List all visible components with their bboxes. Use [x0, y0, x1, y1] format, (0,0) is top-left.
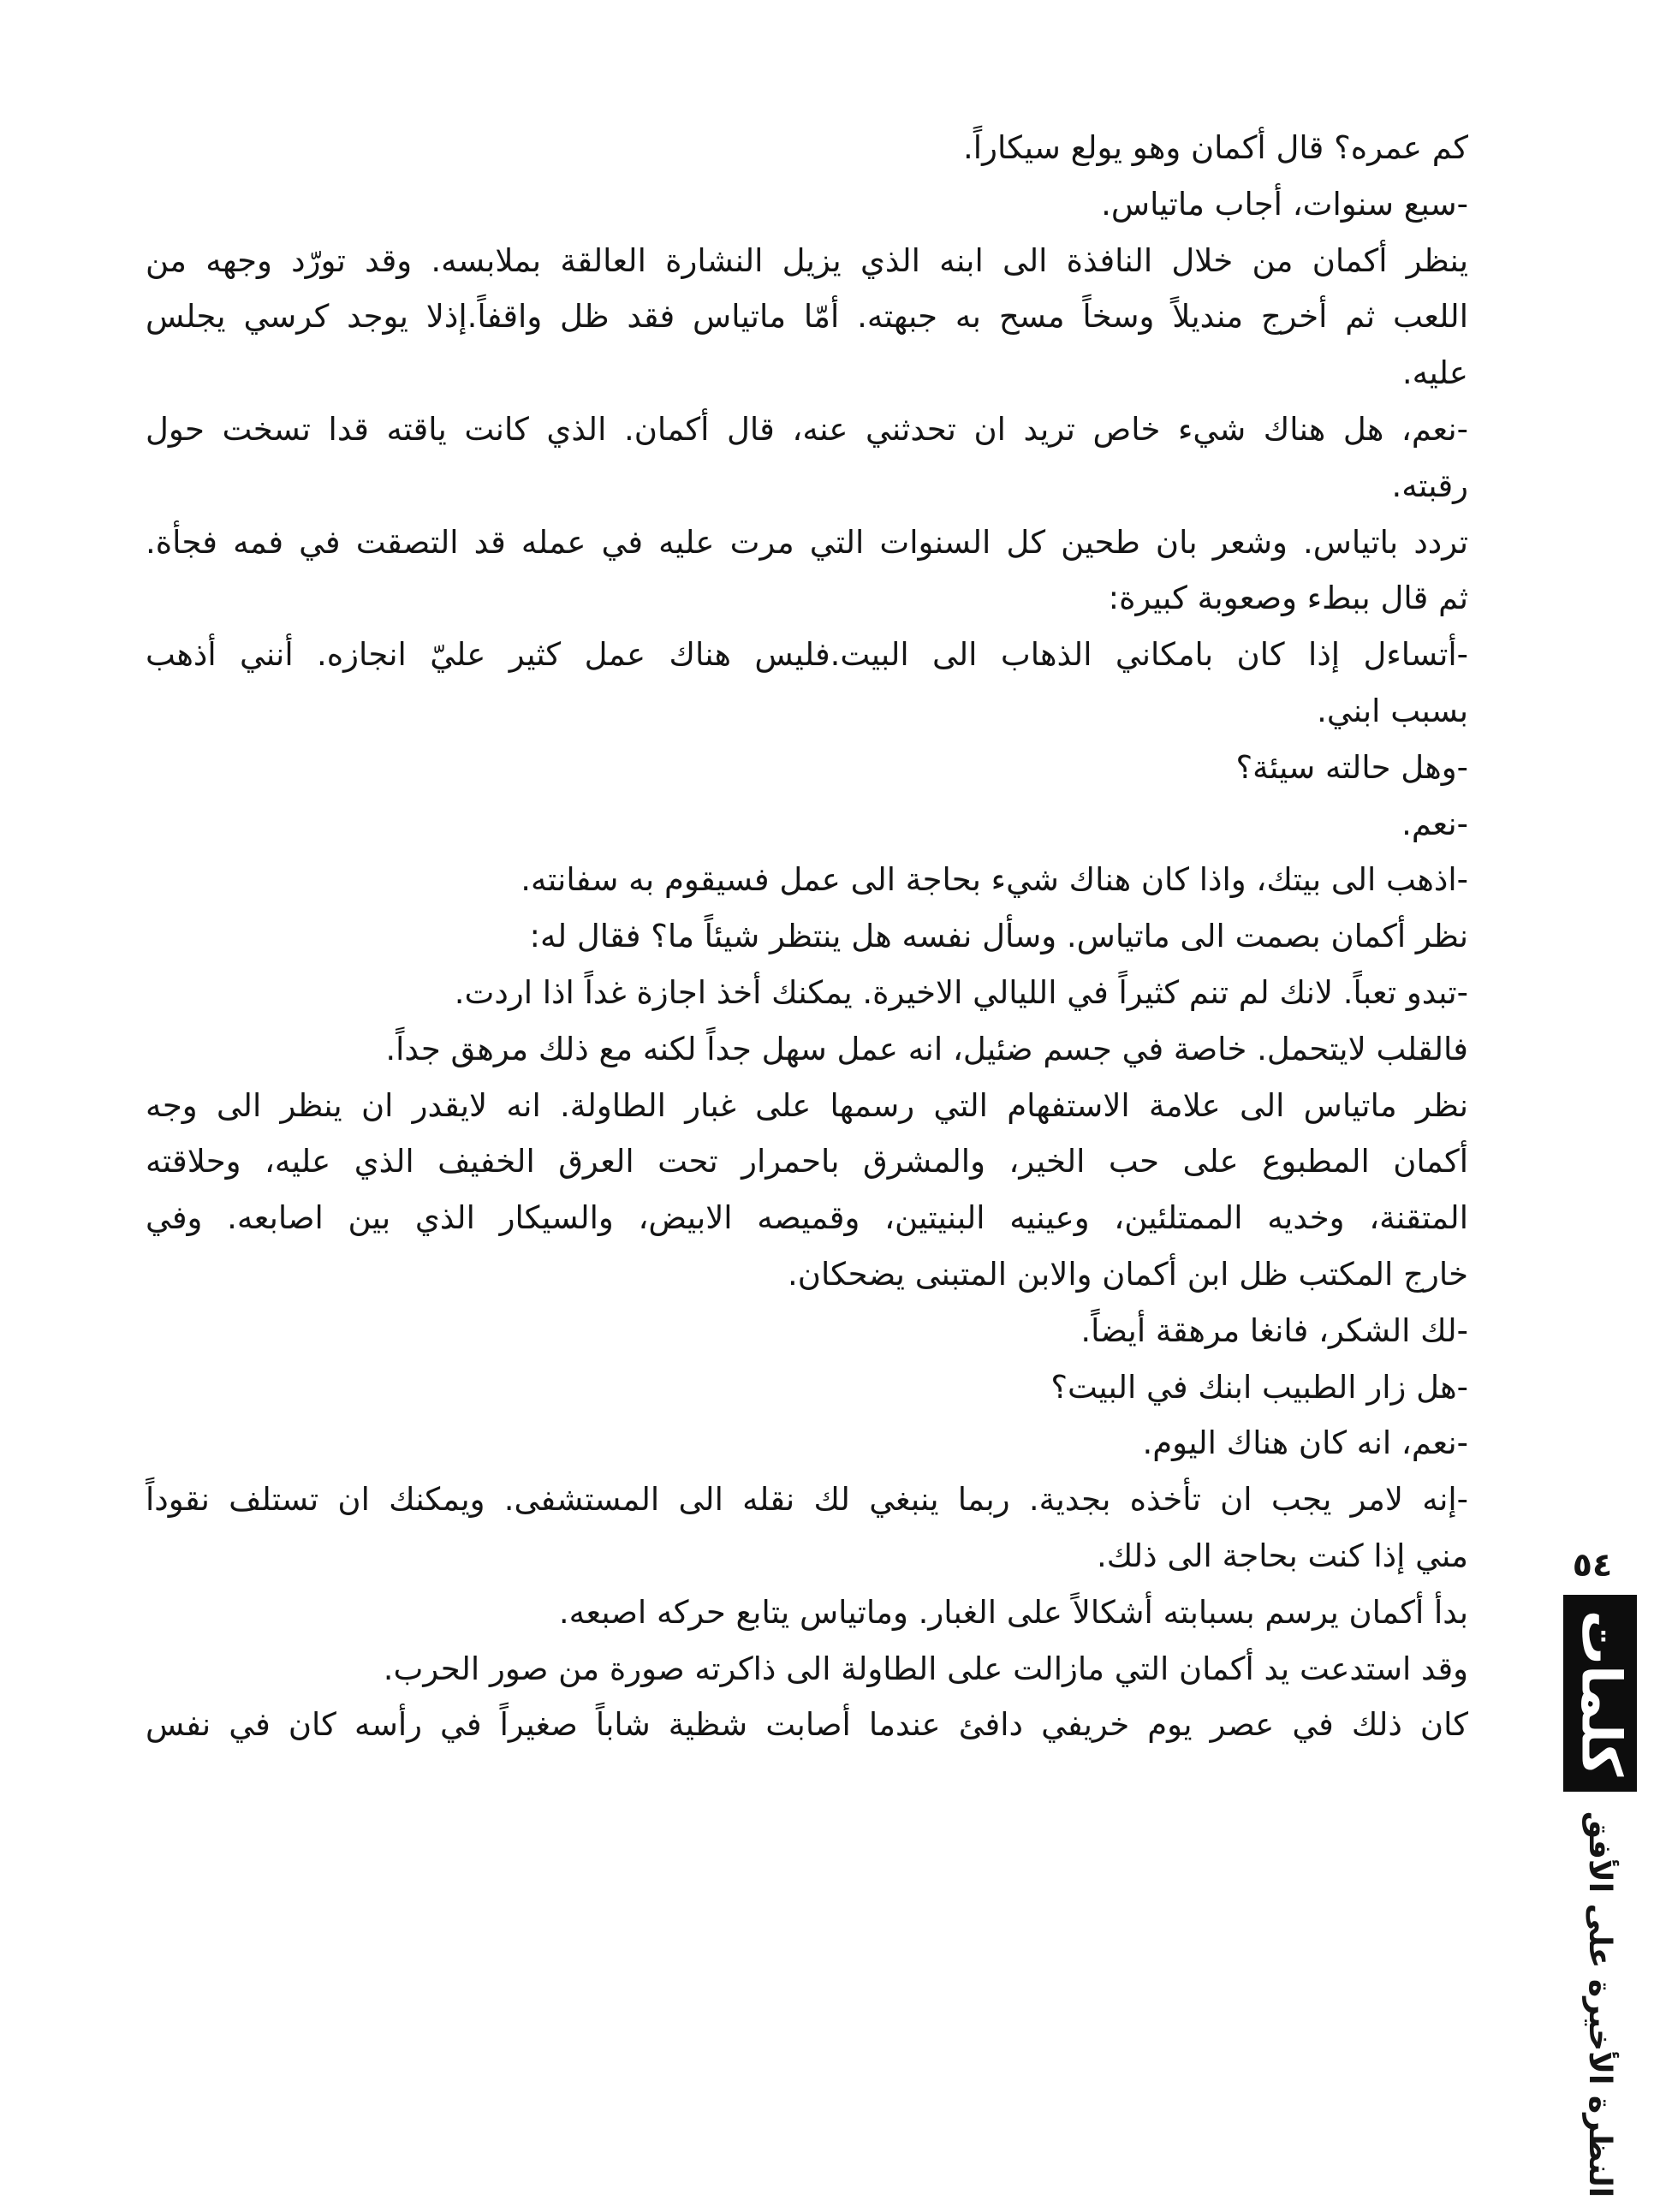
section-title-text: النظرة الأخيرة على الأفق: [1582, 1811, 1618, 2197]
text-line: كم عمره؟ قال أكمان وهو يولع سيكاراً.: [963, 129, 1468, 166]
text-line: -أتساءل إذا كان بامكاني الذهاب الى البيت.فليس هناك عمل كثير عليّ انجازه. أنني أذهب: [146, 636, 1468, 674]
text-line: وقد استدعت يد أكمان التي مازالت على الطاولة الى ذاكرته صورة من صور الحرب.: [383, 1650, 1468, 1687]
text-line: -تبدو تعباً. لانك لم تنم كثيراً في الليالي الاخيرة. يمكنك أخذ اجازة غداً اذا اردت.: [454, 973, 1468, 1011]
text-line: -لك الشكر، فانغا مرهقة أيضاً.: [1080, 1311, 1468, 1349]
text-line: المتقنة، وخديه الممتلئين، وعينيه البنيتين، وقميصه الابيض، والسيكار الذي بين اصابعه. وفي: [146, 1199, 1468, 1237]
text-line: -سبع سنوات، أجاب ماتياس.: [1101, 185, 1468, 223]
magazine-logo: [1563, 1595, 1637, 1792]
text-line: خارج المكتب ظل ابن أكمان والابن المتبنى يضحكان.: [788, 1255, 1468, 1293]
text-line: -اذهب الى بيتك، واذا كان هناك شيء بحاجة الى عمل فسيقوم به سفانته.: [521, 861, 1468, 899]
article-text: [146, 120, 1468, 1753]
text-line: -نعم، انه كان هناك اليوم.: [1142, 1424, 1468, 1462]
text-line: -إنه لامر يجب ان تأخذه بجدية. ربما ينبغي لك نقله الى المستشفى. ويمكنك ان تستلف نقوداً: [146, 1481, 1468, 1519]
text-line: -هل زار الطبيب ابنك في البيت؟: [1050, 1368, 1468, 1406]
text-line: رقبته.: [1391, 467, 1468, 504]
text-line: ثم قال ببطء وصعوبة كبيرة:: [1108, 580, 1468, 617]
text-line: نظر أكمان بصمت الى ماتياس. وسأل نفسه هل ينتظر شيئاً ما؟ فقال له:: [529, 918, 1468, 955]
text-line: تردد باتياس. وشعر بان طحين كل السنوات التي مرت عليه في عمله قد التصقت في فمه فجأة.: [146, 523, 1468, 561]
text-line: مني إذا كنت بحاجة الى ذلك.: [1096, 1537, 1468, 1574]
section-title: [1568, 1811, 1632, 2197]
text-line: -نعم.: [1401, 805, 1468, 842]
page-number: ٥٤: [1572, 1546, 1613, 1584]
text-line: نظر ماتياس الى علامة الاستفهام التي رسمها على غبار الطاولة. انه لايقدر ان ينظر الى وجه: [146, 1086, 1468, 1124]
text-line: كان ذلك في عصر يوم خريفي دافئ عندما أصابت شظية شاباً صغيراً في رأسه كان في نفس: [146, 1706, 1468, 1744]
text-line: فالقلب لايتحمل. خاصة في جسم ضئيل، انه عمل سهل جداً لكنه مع ذلك مرهق جداً.: [385, 1030, 1468, 1067]
text-line: أكمان المطبوع على حب الخير، والمشرق باحمرار تحت العرق الخفيف الذي عليه، وحلاقته: [146, 1143, 1468, 1180]
text-line: -نعم، هل هناك شيء خاص تريد ان تحدثني عنه، قال أكمان. الذي كانت ياقته قدا تسخت حول: [146, 410, 1468, 448]
magazine-name: كلمات: [1568, 1609, 1632, 1777]
text-line: بدأ أكمان يرسم بسبابته أشكالاً على الغبار. وماتياس يتابع حركه اصبعه.: [558, 1593, 1468, 1631]
text-line: -وهل حالته سيئة؟: [1235, 748, 1468, 786]
text-line: عليه.: [1401, 354, 1468, 392]
text-line: ينظر أكمان من خلال النافذة الى ابنه الذي يزيل النشارة العالقة بملابسه. وقد تورّد وجهه من: [146, 241, 1468, 279]
text-line: اللعب ثم أخرج منديلاً وسخاً مسح به جبهته. أمّا ماتياس فقد ظل واقفاً.إذلا يوجد كرسي يجلس: [146, 298, 1468, 336]
text-line: بسبب ابني.: [1317, 692, 1468, 729]
